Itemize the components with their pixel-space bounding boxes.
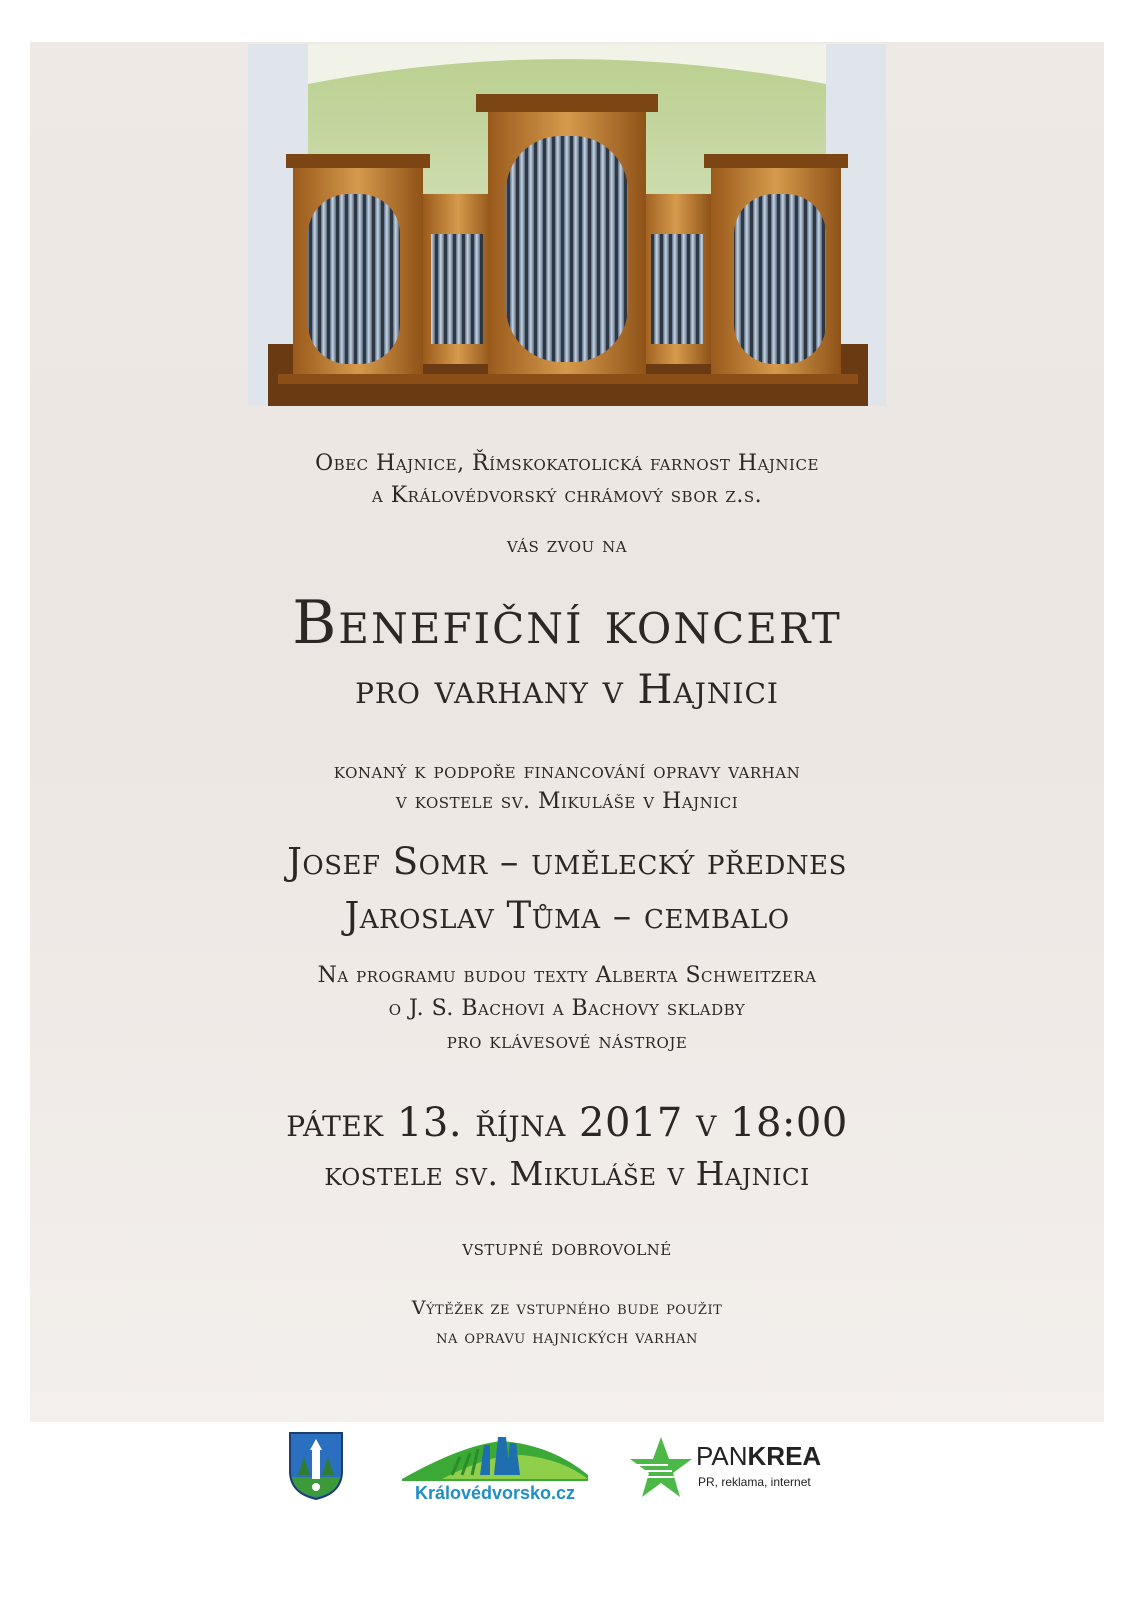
program-line-3: pro klávesové nástroje [446, 1029, 688, 1054]
performer-1: Josef Somr – umělecký přednes [287, 840, 847, 883]
organizers-line-2: a Královédvorský chrámový sbor z.s. [371, 483, 763, 508]
event-title: Benefiční koncert [292, 588, 842, 658]
church-organ-photo [248, 44, 886, 406]
star-icon [628, 1435, 694, 1501]
pankrea-name [696, 1441, 821, 1472]
proceeds-line-1: Výtěžek ze vstupného bude použit [411, 1297, 723, 1319]
event-venue: kostele sv. Mikuláše v Hajnici [324, 1154, 810, 1193]
admission-note: vstupné dobrovolné [462, 1236, 672, 1261]
pankrea-prefix: PAN [696, 1441, 748, 1471]
proceeds-line-2: na opravu hajnických varhan [436, 1326, 698, 1348]
invite-text: vás zvou na [506, 533, 628, 558]
performer-2: Jaroslav Tůma – cembalo [344, 894, 790, 937]
kralovedvorsko-logo [402, 1435, 588, 1505]
program-line-1: Na programu budou texty Alberta Schweitzera [317, 963, 817, 988]
kralovedvorsko-label: Královédvorsko.cz [414, 1483, 576, 1503]
purpose-line-2: v kostele sv. Mikuláše v Hajnici [395, 789, 739, 814]
organizers-line-1: Obec Hajnice, Římskokatolická farnost Hajnice [315, 451, 819, 476]
kralovedvorsko-hills-icon [402, 1435, 588, 1481]
pankrea-tagline: PR, reklama, internet [698, 1475, 811, 1489]
event-subtitle: pro varhany v Hajnici [355, 667, 779, 713]
hajnice-coat-of-arms-icon [288, 1431, 344, 1501]
pankrea-bold: KREA [747, 1441, 822, 1471]
pankrea-logo [628, 1435, 838, 1505]
event-date-time: pátek 13. října 2017 v 18:00 [286, 1100, 848, 1146]
sponsor-logos [0, 1425, 1131, 1535]
program-line-2: o J. S. Bachovi a Bachovy skladby [388, 996, 746, 1021]
purpose-line-1: konaný k podpoře financování opravy varhan [333, 759, 801, 784]
